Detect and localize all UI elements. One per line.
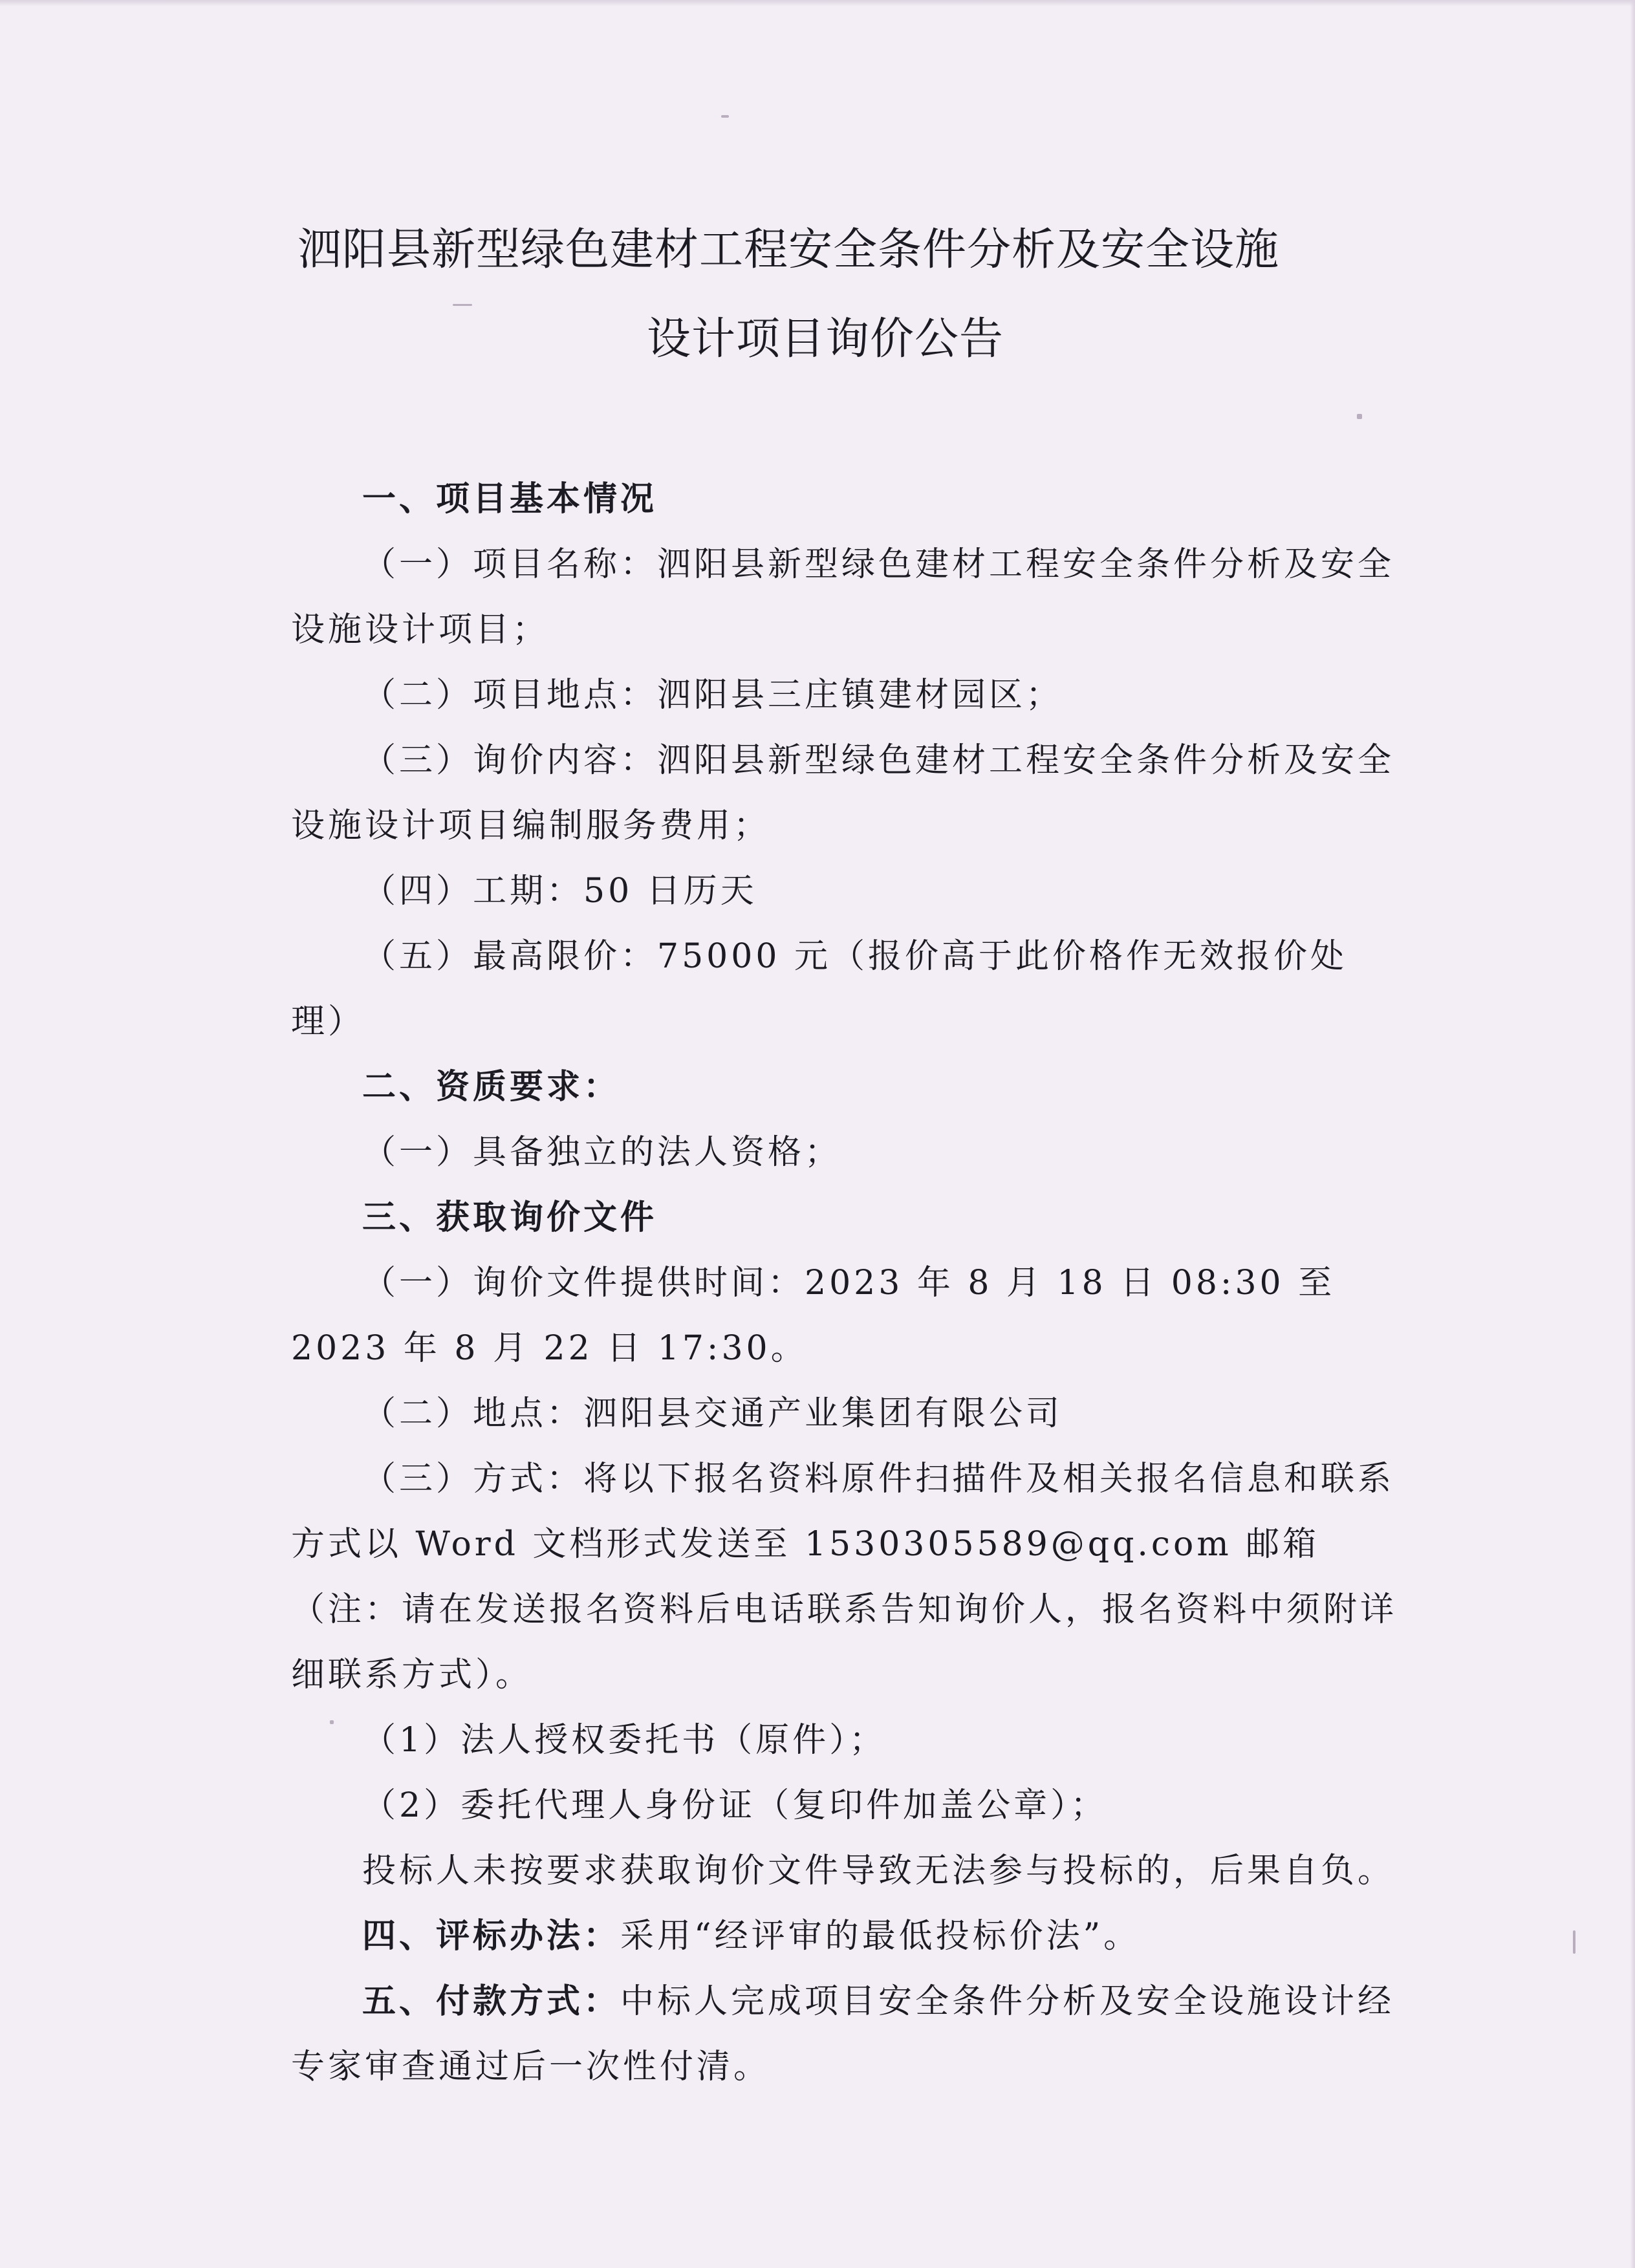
section-5-text: 中标人完成项目安全条件分析及安全设施设计经专家审查通过后一次性付清。 xyxy=(291,1982,1395,2086)
section-1-item-3: （三）询价内容：泗阳县新型绿色建材工程安全条件分析及安全设施设计项目编制服务费用； xyxy=(291,741,1395,845)
section-2-item-1: （一）具备独立的法人资格； xyxy=(362,1133,842,1172)
section-1-item-4: （四）工期：50 日历天 xyxy=(362,872,757,911)
section-1-heading: 一、项目基本情况 xyxy=(362,480,658,519)
section-3-note: 投标人未按要求获取询价文件导致无法参与投标的，后果自负。 xyxy=(362,1852,1395,1890)
section-4-text: 采用“经评审的最低投标价法”。 xyxy=(620,1917,1141,1956)
scan-edge-right xyxy=(1630,0,1635,2268)
section-3-sub-2: （2）委托代理人身份证（复印件加盖公章）； xyxy=(362,1786,1108,1825)
section-3-item-3: （三）方式：将以下报名资料原件扫描件及相关报名信息和联系方式以 Word 文档形式发送至 1530305589@qq.com 邮箱（注：请在发送报名资料后电话联系告知询价人，报名资料中须附详细联系方式）。 xyxy=(291,1460,1398,1694)
document-body xyxy=(291,467,1403,2100)
section-4-heading: 四、评标办法： xyxy=(362,1917,621,1956)
section-3-heading: 三、获取询价文件 xyxy=(362,1198,658,1237)
section-4 xyxy=(291,1904,1403,1969)
section-5 xyxy=(291,1969,1403,2100)
section-1-item-1: （一）项目名称：泗阳县新型绿色建材工程安全条件分析及安全设施设计项目； xyxy=(291,545,1395,649)
section-3-item-2: （二）地点：泗阳县交通产业集团有限公司 xyxy=(362,1394,1063,1433)
document-title xyxy=(298,206,1397,384)
scan-edge-top xyxy=(0,0,1635,6)
title-line-2: 设计项目询价公告 xyxy=(647,314,1004,365)
section-1-item-5: （五）最高限价：75000 元（报价高于此价格作无效报价处理） xyxy=(291,937,1347,1041)
section-3-sub-1: （1）法人授权委托书（原件）； xyxy=(362,1721,887,1760)
title-line-1: 泗阳县新型绿色建材工程安全条件分析及安全设施 xyxy=(298,224,1280,275)
section-2-heading: 二、资质要求： xyxy=(362,1068,621,1107)
section-5-heading: 五、付款方式： xyxy=(362,1982,621,2021)
section-1-item-2: （二）项目地点：泗阳县三庄镇建材园区； xyxy=(362,676,1063,715)
section-3-item-1: （一）询价文件提供时间：2023 年 8 月 18 日 08:30 至 2023 年 8 月 22 日 17:30。 xyxy=(291,1264,1336,1368)
